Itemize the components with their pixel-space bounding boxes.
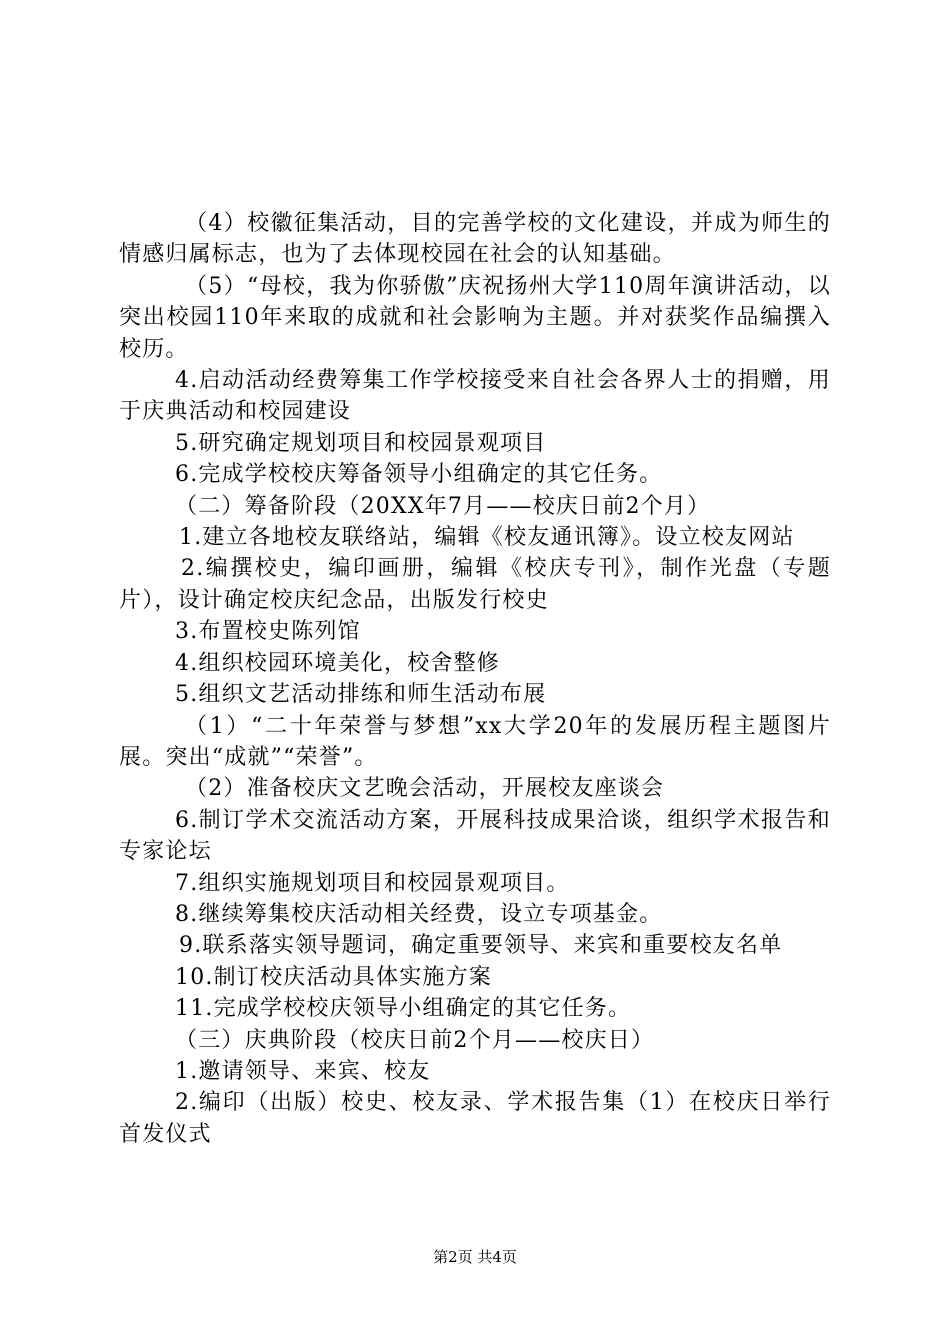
paragraph-18: 10.制订校庆活动具体实施方案 — [175, 964, 492, 990]
paragraph-5: 6.完成学校校庆筹备领导小组确定的其它任务。 — [175, 462, 663, 488]
section-heading-celebration: （三）庆典阶段（校庆日前2个月——校庆日） — [175, 1027, 655, 1053]
paragraph-17: 9.联系落实领导题词，确定重要领导、来宾和重要校友名单 — [179, 933, 783, 959]
paragraph-14: 6.制订学术交流活动方案，开展科技成果洽谈，组织学术报告和专家论坛 — [119, 807, 831, 865]
paragraph-7: 1.建立各地校友联络站，编辑《校友通讯簿》。设立校友网站 — [179, 525, 795, 551]
paragraph-22: 2.编印（出版）校史、校友录、学术报告集（1）在校庆日举行首发仪式 — [119, 1090, 831, 1147]
paragraph-11: 5.组织文艺活动排练和师生活动布展 — [175, 682, 547, 708]
paragraph-21: 1.邀请领导、来宾、校友 — [175, 1058, 431, 1084]
paragraph-13: （2）准备校庆文艺晚会活动，开展校友座谈会 — [185, 776, 665, 802]
paragraph-8: 2.编撰校史，编印画册，编辑《校庆专刊》，制作光盘（专题片），设计确定校庆纪念品，出版发行校史 — [119, 556, 831, 613]
document-body — [119, 208, 831, 1150]
paragraph-19: 11.完成学校校庆领导小组确定的其它任务。 — [175, 996, 632, 1022]
paragraph-4: 5.研究确定规划项目和校园景观项目 — [175, 430, 547, 456]
section-heading-preparation: （二）筹备阶段（20XX年7月——校庆日前2个月） — [175, 493, 711, 519]
paragraph-15: 7.组织实施规划项目和校园景观项目。 — [175, 870, 570, 896]
page-footer: 第2页 共4页 — [433, 1248, 517, 1266]
paragraph-3: 4.启动活动经费筹集工作学校接受来自社会各界人士的捐赠，用于庆典活动和校园建设 — [119, 368, 831, 425]
paragraph-12: （1）“二十年荣誉与梦想”xx大学20年的发展历程主题图片展。突出“成就”“荣誉”。 — [119, 713, 831, 770]
paragraph-16: 8.继续筹集校庆活动相关经费，设立专项基金。 — [175, 901, 663, 927]
paragraph-1: （4）校徽征集活动，目的完善学校的文化建设，并成为师生的情感归属标志，也为了去体现校园在社会的认知基础。 — [119, 211, 831, 268]
paragraph-9: 3.布置校史陈列馆 — [175, 619, 361, 645]
paragraph-10: 4.组织校园环境美化，校舍整修 — [175, 650, 500, 676]
paragraph-2: （5）“母校，我为你骄傲”庆祝扬州大学110周年演讲活动，以突出校园110年来取的成就和社会影响为主题。并对获奖作品编撰入校历。 — [119, 273, 831, 362]
